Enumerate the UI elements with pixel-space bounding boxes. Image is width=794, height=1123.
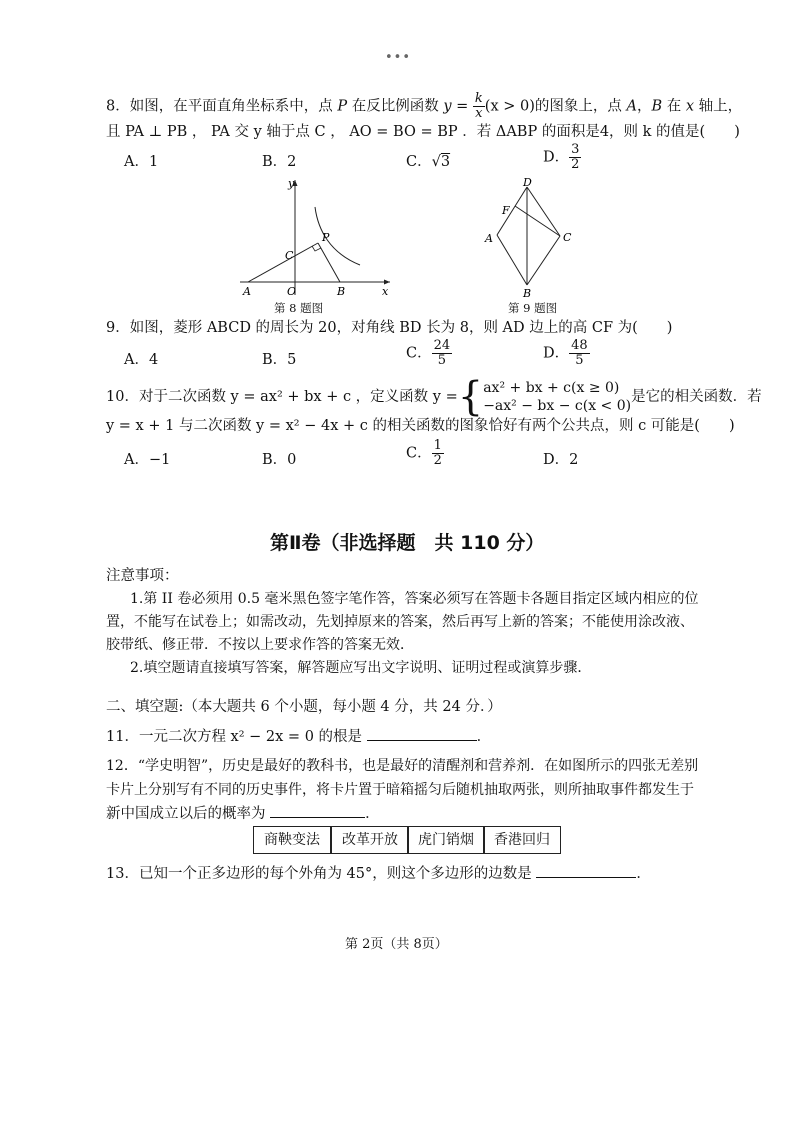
segment-PB bbox=[318, 243, 340, 282]
page-menu-dots: ••• bbox=[385, 50, 412, 65]
altitude-CF bbox=[515, 206, 560, 236]
q13: 13．已知一个正多边形的每个外角为 45°，则这个多边形的边数是 ． bbox=[106, 866, 651, 882]
card-1: 商鞅变法 bbox=[253, 826, 331, 854]
notice-1-line3: 胶带纸、修正带．不按以上要求作答的答案无效． bbox=[106, 637, 414, 653]
fig8-label-P: P bbox=[322, 231, 330, 244]
fig8-label-C: C bbox=[285, 249, 294, 262]
q10-option-d: D．2 bbox=[543, 452, 579, 468]
fig8-label-A: A bbox=[243, 285, 251, 298]
side-AB bbox=[497, 235, 527, 285]
q12-line2: 卡片上分别写有不同的历史事件，将卡片置于暗箱摇匀后随机抽取两张，则所抽取事件都发生于 bbox=[106, 782, 694, 798]
q8-option-d: D． $\frac{3}{2}$ bbox=[543, 142, 580, 172]
q11-answer-blank[interactable] bbox=[367, 740, 477, 741]
q10-option-a: A．−1 bbox=[124, 452, 171, 468]
q9-option-c: C． $\frac{24}{5}$ bbox=[406, 338, 451, 368]
card-3: 虎门销烟 bbox=[407, 826, 485, 854]
fig9-label-F: F bbox=[502, 204, 510, 217]
card-4: 香港回归 bbox=[483, 826, 561, 854]
fig8-label-O: O bbox=[287, 285, 297, 298]
fig8-label-x: x bbox=[382, 285, 389, 298]
part2-heading: 二、填空题:（本大题共 6 个小题，每小题 4 分，共 24 分．） bbox=[106, 699, 502, 715]
q12-answer-blank[interactable] bbox=[270, 817, 365, 818]
q10-stem-line2: y = x + 1 与二次函数 y = x² − 4x + c 的相关函数的图象恰好有两个公共点，则 c 可能是( ) bbox=[106, 418, 735, 434]
notice-1-line1: 1.第 II 卷必须用 0.5 毫米黑色签字笔作答，答案必须写在答题卡各题目指定区域内相应的位 bbox=[130, 591, 699, 607]
q8-option-a: A．1 bbox=[124, 154, 159, 170]
fig9-label-B: B bbox=[523, 287, 532, 300]
q9-option-b: B．5 bbox=[262, 352, 297, 368]
q9-option-d: D． $\frac{48}{5}$ bbox=[543, 338, 588, 368]
q13-answer-blank[interactable] bbox=[536, 877, 636, 878]
q12-line3: 新中国成立以后的概率为 ． bbox=[106, 806, 380, 822]
q10-stem-line1: 10．对于二次函数 y = ax² + bx + c ，定义函数 y ={ ax² + bx + c(x ≥ 0) −ax² − bx − c(x < 0) 是它的相关函数．若 bbox=[106, 374, 762, 420]
fig9-label-D: D bbox=[523, 176, 532, 189]
q8-stem-line2: 且 PA ⊥ PB ， PA 交 y 轴于点 C ， AO = BO = BP ．若 ΔABP 的面积是4，则 k 的值是( ) bbox=[106, 124, 740, 140]
card-2: 改革开放 bbox=[331, 826, 409, 854]
fig8-label-y: y bbox=[288, 177, 295, 190]
segment-PA bbox=[248, 243, 318, 282]
figure-9-diagram bbox=[480, 175, 580, 300]
q8-option-b: B．2 bbox=[262, 154, 297, 170]
q8-option-c: C．√3 bbox=[406, 154, 451, 170]
figure-9-caption: 第 9 题图 bbox=[508, 301, 558, 315]
q8-stem-line1: 8．如图，在平面直角坐标系中，点 P 在反比例函数 y = $\frac{k}{x}$ (x > 0)的图象上，点 A，B 在 x 轴上， bbox=[106, 91, 743, 121]
k-over-x-fraction: $\frac{k}{x}$ bbox=[474, 91, 483, 121]
notice-1-line2: 置，不能写在试卷上；如需改动，先划掉原来的答案，然后再写上新的答案；不能使用涂改液、 bbox=[106, 614, 694, 630]
section-2-title: 第Ⅱ卷（非选择题 共 110 分） bbox=[270, 532, 545, 554]
notice-2: 2.填空题请直接填写答案，解答题应写出文字说明、证明过程或演算步骤． bbox=[130, 660, 592, 676]
q11: 11．一元二次方程 x² − 2x = 0 的根是 ． bbox=[106, 729, 492, 745]
notice-title: 注意事项： bbox=[106, 568, 179, 584]
q10-option-c: C． $\frac{1}{2}$ bbox=[406, 438, 442, 468]
q9-stem: 9．如图，菱形 ABCD 的周长为 20，对角线 BD 长为 8，则 AD 边上的高 CF 为( ) bbox=[106, 320, 673, 336]
page-footer: 第 2页（共 8页） bbox=[345, 937, 448, 952]
fig8-label-B: B bbox=[337, 285, 346, 298]
q12-line1: 12．“学史明智”，历史是最好的教科书，也是最好的清醒剂和营养剂．在如图所示的四张无差别 bbox=[106, 758, 699, 774]
q10-option-b: B．0 bbox=[262, 452, 297, 468]
figure-8-diagram bbox=[230, 175, 400, 300]
fig9-label-A: A bbox=[485, 232, 493, 245]
q9-option-a: A．4 bbox=[124, 352, 159, 368]
side-BC bbox=[527, 236, 560, 285]
fig9-label-C: C bbox=[563, 231, 572, 244]
side-CD bbox=[527, 187, 560, 236]
figure-8-caption: 第 8 题图 bbox=[274, 301, 324, 315]
